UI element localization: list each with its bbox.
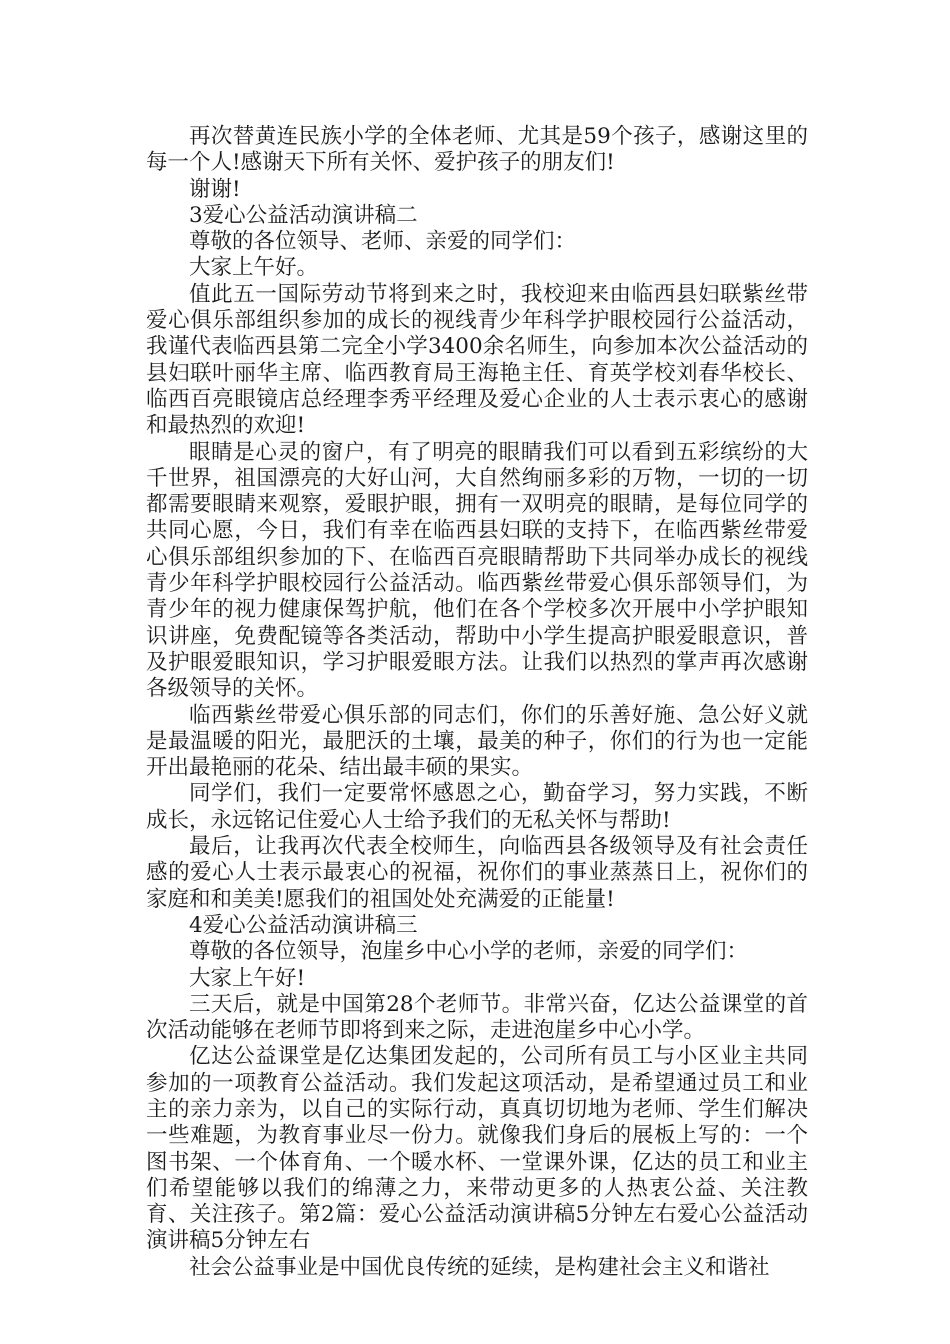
paragraph: 最后，让我再次代表全校师生，向临西县各级领导及有社会责任感的爱心人士表示最衷心的祝福，祝你们的事业蒸蒸日上，祝你们的家庭和和美美!愿我们的祖国处处充满爱的正能量! [146,834,808,912]
document-body [146,124,808,1281]
salutation: 尊敬的各位领导、老师、亲爱的同学们： [189,229,577,255]
paragraph: 社会公益事业是中国优良传统的延续，是构建社会主义和谐社 [189,1254,770,1280]
paragraph: 再次替黄连民族小学的全体老师、尤其是59个孩子，感谢这里的每一个人!感谢天下所有关怀、爱护孩子的朋友们! [146,124,808,176]
section-heading: 4爱心公益活动演讲稿三 [189,912,418,938]
greeting: 大家上午好。 [189,255,319,281]
paragraph: 同学们，我们一定要常怀感恩之心，勤奋学习，努力实践，不断成长，永远铭记住爱心人士给予我们的无私关怀与帮助! [146,781,808,833]
section-heading: 3爱心公益活动演讲稿二 [189,202,418,228]
paragraph: 值此五一国际劳动节将到来之时，我校迎来由临西县妇联紫丝带爱心俱乐部组织参加的成长的视线青少年科学护眼校园行公益活动，我谨代表临西县第二完全小学3400余名师生，向参加本次公益活动的县妇联叶丽华主席、临西教育局王海艳主任、育英学校刘春华校长、临西百亮眼镜店总经理李秀平经理及爱心企业的人士表示衷心的感谢和最热烈的欢迎! [146,281,808,439]
paragraph: 三天后，就是中国第28个老师节。非常兴奋，亿达公益课堂的首次活动能够在老师节即将到来之际，走进泡崖乡中心小学。 [146,991,808,1044]
paragraph: 亿达公益课堂是亿达集团发起的，公司所有员工与小区业主共同参加的一项教育公益活动。我们发起这项活动，是希望通过员工和业主的亲力亲为，以自己的实际行动，真真切切地为老师、学生们解决一些难题，为教育事业尽一份力。就像我们身后的展板上写的：一个图书架、一个体育角、一个暖水杯、一堂课外课，亿达的员工和业主们希望能够以我们的绵薄之力，来带动更多的人热衷公益、关注教育、关注孩子。第2篇：爱心公益活动演讲稿5分钟左右爱心公益活动演讲稿5分钟左右 [146,1044,808,1254]
greeting: 大家上午好! [189,965,306,991]
paragraph: 眼睛是心灵的窗户，有了明亮的眼睛我们可以看到五彩缤纷的大千世界，祖国漂亮的大好山河，大自然绚丽多彩的万物，一切的一切都需要眼睛来观察，爱眼护眼，拥有一双明亮的眼睛，是每位同学的共同心愿，今日，我们有幸在临西县妇联的支持下，在临西紫丝带爱心俱乐部组织参加的下、在临西百亮眼睛帮助下共同举办成长的视线青少年科学护眼校园行公益活动。临西紫丝带爱心俱乐部领导们，为青少年的视力健康保驾护航，他们在各个学校多次开展中小学护眼知识讲座，免费配镜等各类活动，帮助中小学生提高护眼爱眼意识，普及护眼爱眼知识，学习护眼爱眼方法。让我们以热烈的掌声再次感谢各级领导的关怀。 [146,439,808,702]
paragraph: 谢谢! [189,176,241,202]
salutation: 尊敬的各位领导，泡崖乡中心小学的老师，亲爱的同学们： [189,939,749,965]
paragraph: 临西紫丝带爱心俱乐部的同志们，你们的乐善好施、急公好义就是最温暖的阳光，最肥沃的土壤，最美的种子，你们的行为也一定能开出最艳丽的花朵、结出最丰硕的果实。 [146,702,808,781]
